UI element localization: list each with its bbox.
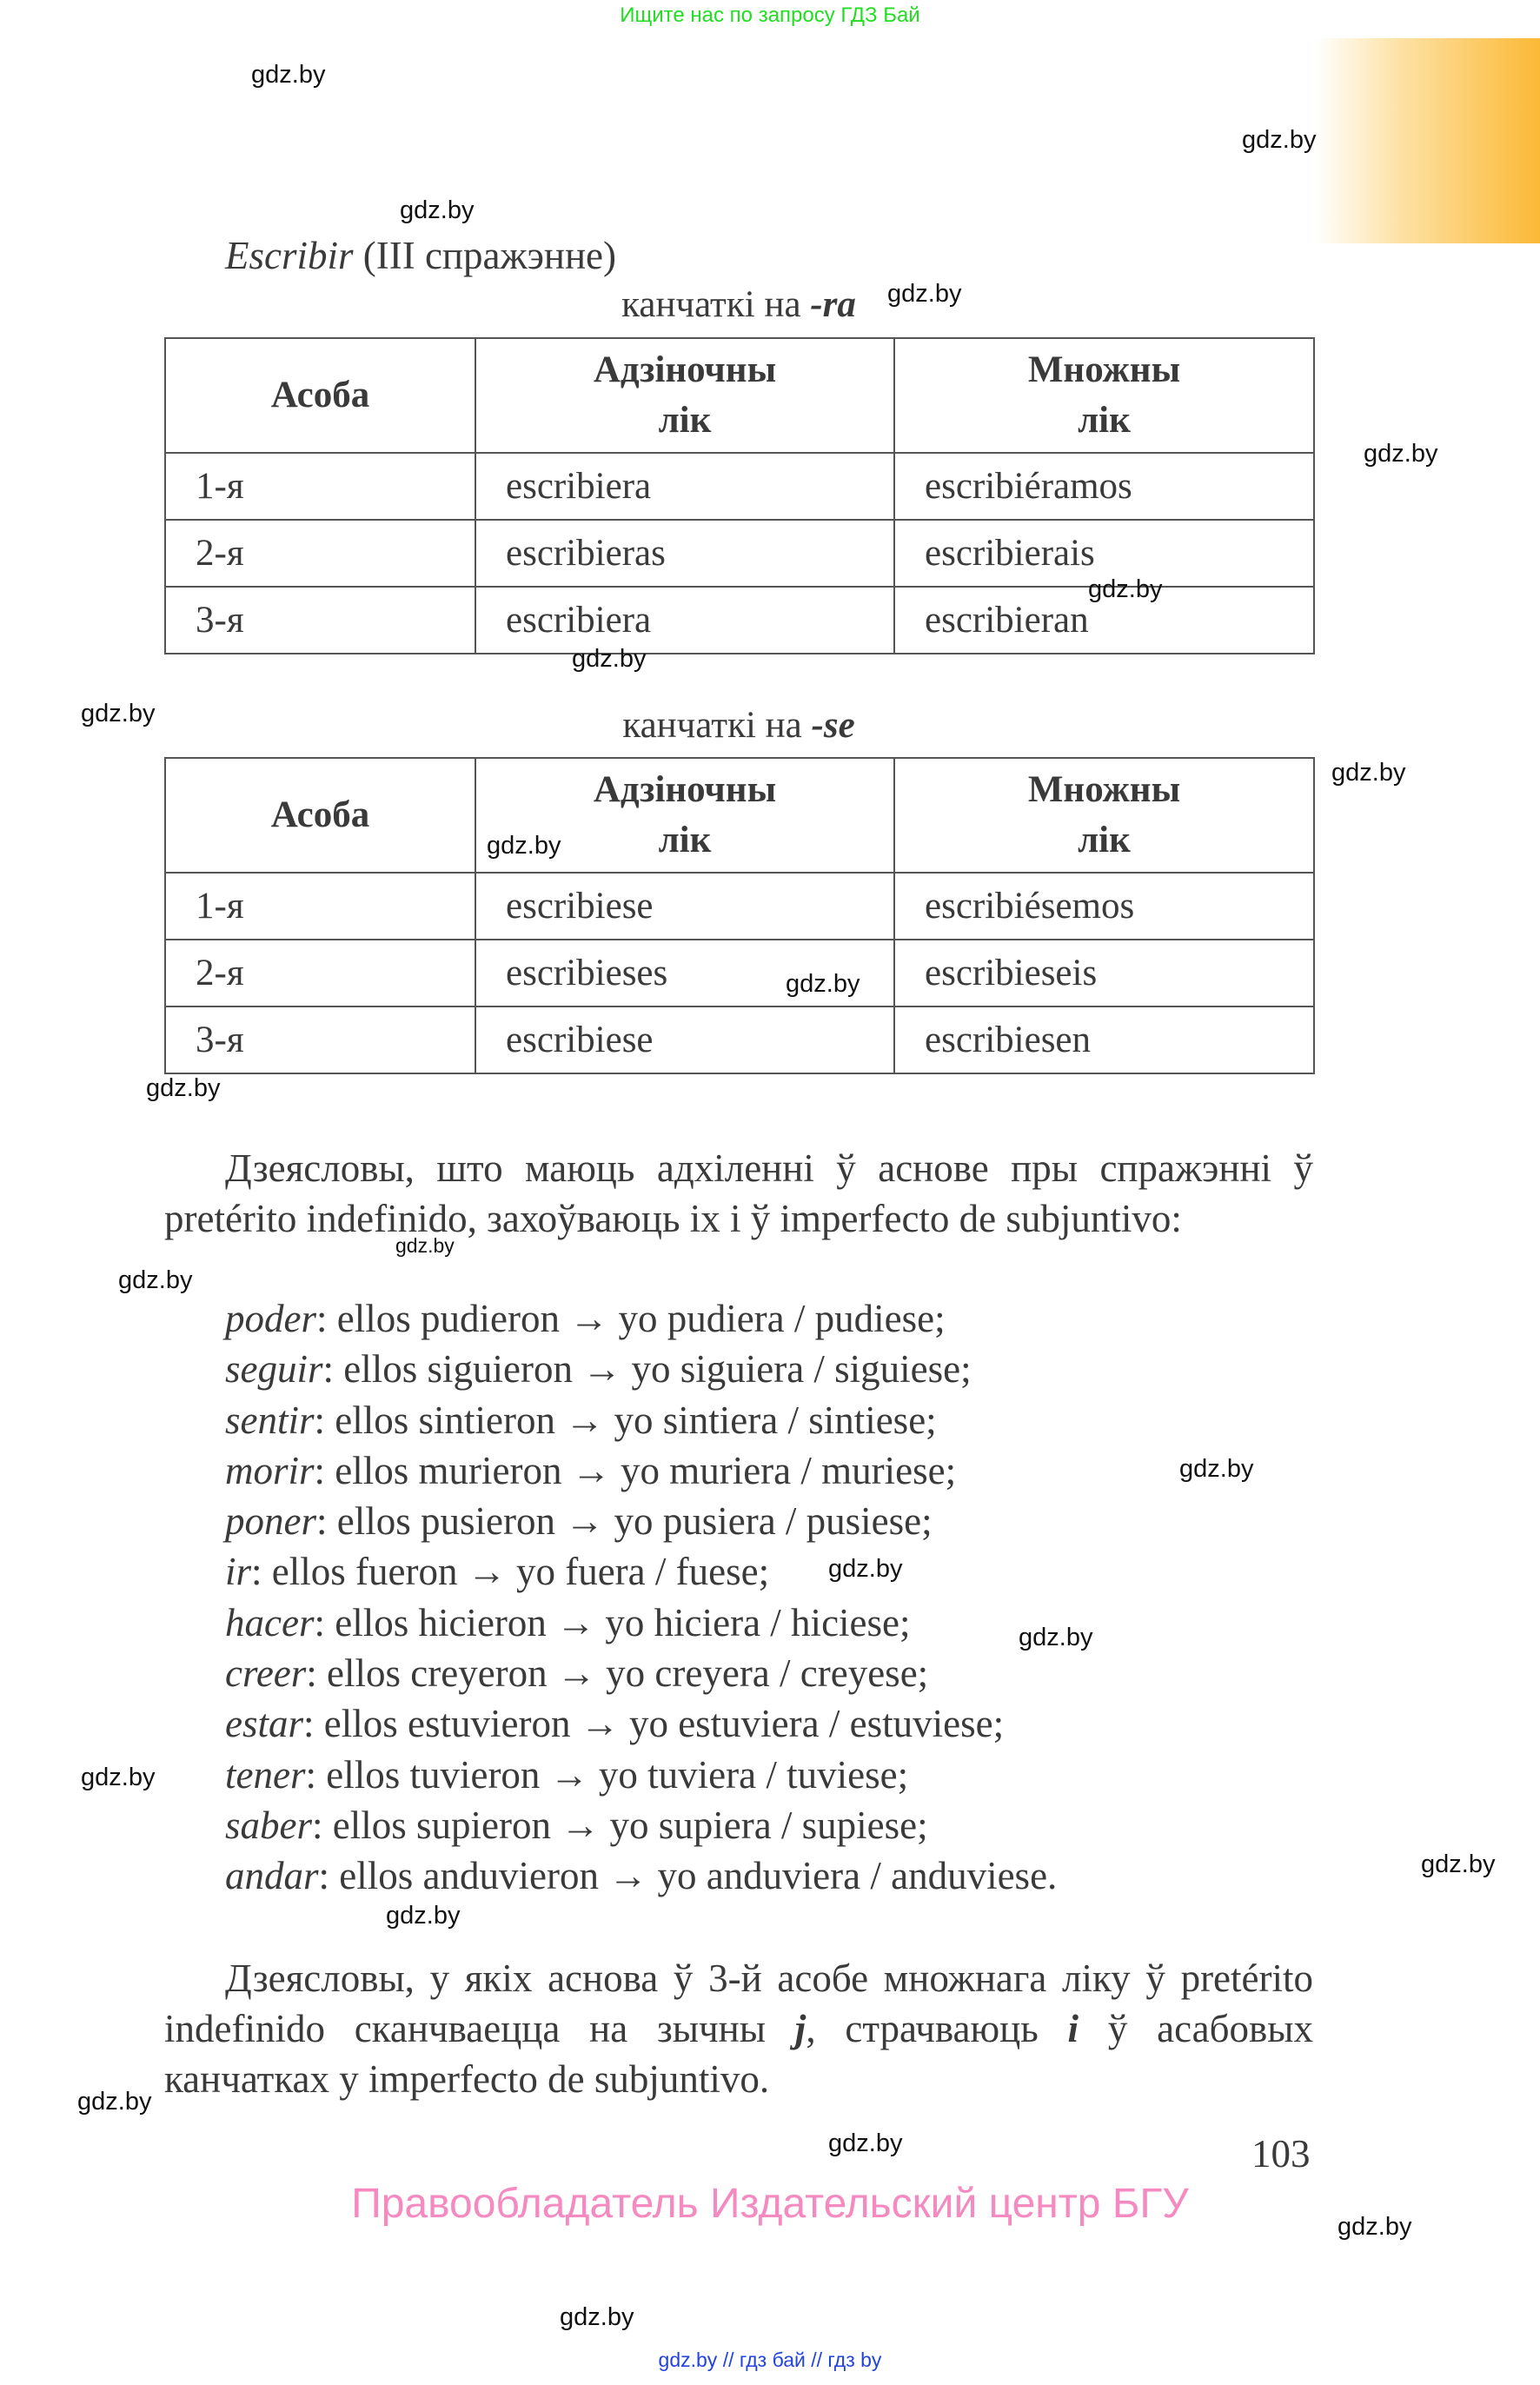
- caption-ending: -ra: [810, 284, 856, 325]
- cell-person: 2-я: [165, 520, 475, 587]
- example-verb: tener: [225, 1752, 306, 1797]
- table-row: [165, 1006, 1314, 1073]
- example-text: : ellos estuvieron → yo estuviera / estuviese;: [303, 1702, 1005, 1746]
- header-singular: Адзіночны лік: [475, 758, 894, 873]
- corner-decoration: [1315, 38, 1540, 243]
- cell-plural: escribiéramos: [894, 453, 1314, 520]
- example-item: [225, 1293, 1057, 1344]
- header-person: Асоба: [165, 338, 475, 453]
- paragraph-irregular-stems: [164, 1143, 1313, 1244]
- letter-i: i: [1067, 2007, 1079, 2050]
- watermark: gdz.by: [1088, 575, 1163, 603]
- watermark: gdz.by: [400, 196, 475, 224]
- watermark: gdz.by: [1179, 1455, 1254, 1483]
- watermark: gdz.by: [1242, 126, 1317, 154]
- search-hint-banner[interactable]: Ищите нас по запросу ГДЗ Бай: [620, 3, 920, 27]
- example-text: : ellos murieron → yo muriera / muriese;: [314, 1448, 957, 1492]
- cell-person: 1-я: [165, 453, 475, 520]
- watermark: gdz.by: [81, 1764, 156, 1791]
- paragraph-text: Дзеясловы, што маюць адхіленні ў аснове пры спражэнні ў pretérito indefinido, захоўваюць іх і ў imperfecto de subjuntivo:: [164, 1146, 1313, 1240]
- watermark: gdz.by: [1019, 1624, 1093, 1651]
- cell-plural: escribieran: [894, 587, 1314, 654]
- caption-ending: -se: [811, 705, 855, 746]
- example-item: [225, 1598, 1057, 1648]
- example-text: : ellos fueron → yo fuera / fuese;: [251, 1550, 770, 1594]
- watermark: gdz.by: [146, 1074, 221, 1102]
- table-row: [165, 453, 1314, 520]
- example-item: [225, 1546, 1057, 1597]
- watermark: gdz.by: [1331, 759, 1406, 787]
- example-text: : ellos pudieron → yo pudiera / pudiese;: [316, 1297, 946, 1340]
- watermark: gdz.by: [386, 1902, 461, 1930]
- watermark: gdz.by: [1338, 2213, 1412, 2241]
- cell-singular: escribiese: [475, 873, 894, 940]
- example-text: : ellos siguieron → yo siguiera / siguiese;: [322, 1347, 972, 1392]
- header-plural: Множны лік: [894, 338, 1314, 453]
- caption-text: канчаткі на: [621, 284, 811, 325]
- cell-person: 3-я: [165, 587, 475, 654]
- example-item: [225, 1698, 1057, 1749]
- example-verb: saber: [225, 1803, 312, 1847]
- copyright-notice: Правообладатель Издательский центр БГУ: [351, 2181, 1189, 2227]
- example-verb: sentir: [225, 1398, 315, 1442]
- title-verb: Escribir: [225, 234, 354, 277]
- example-text: : ellos tuvieron → yo tuviera / tuviese;: [305, 1752, 909, 1797]
- watermark: gdz.by: [81, 700, 156, 727]
- example-text: : ellos creyeron → yo creyera / creyese;: [306, 1651, 929, 1696]
- example-verb: morir: [225, 1448, 315, 1492]
- example-item: [225, 1750, 1057, 1800]
- example-verb: andar: [225, 1854, 319, 1898]
- example-text: : ellos anduvieron → yo anduviera / anduviese.: [318, 1854, 1058, 1898]
- table-header-row: [165, 758, 1314, 873]
- cell-plural: escribierais: [894, 520, 1314, 587]
- example-item: [225, 1344, 1057, 1394]
- title-rest: (III спражэнне): [353, 234, 617, 277]
- watermark: gdz.by: [560, 2303, 634, 2331]
- paragraph-text: ў асабовых канчатках у imperfecto de subjuntivo.: [164, 2007, 1314, 2101]
- example-item: [225, 1395, 1057, 1445]
- example-verb: poder: [225, 1297, 316, 1340]
- example-item: [225, 1648, 1057, 1698]
- example-item: [225, 1445, 1057, 1496]
- example-verb: estar: [225, 1702, 303, 1746]
- header-person: Асоба: [165, 758, 475, 873]
- watermark: gdz.by: [828, 1555, 903, 1583]
- example-verb: ir: [225, 1550, 252, 1594]
- cell-person: 2-я: [165, 940, 475, 1006]
- watermark: gdz.by: [1364, 440, 1438, 468]
- paragraph-text: , страчваюць: [806, 2007, 1068, 2050]
- watermark: gdz.by: [118, 1266, 193, 1294]
- page-number: 103: [1251, 2132, 1311, 2176]
- example-item: [225, 1800, 1057, 1850]
- header-singular: Адзіночны лік: [475, 338, 894, 453]
- example-verb: hacer: [225, 1600, 315, 1644]
- watermark: gdz.by: [487, 832, 561, 860]
- cell-person: 3-я: [165, 1006, 475, 1073]
- watermark: gdz.by: [828, 2129, 903, 2157]
- watermark: gdz.by: [395, 1234, 455, 1257]
- conjugation-table-se: [164, 757, 1315, 1074]
- header-plural: Множны лік: [894, 758, 1314, 873]
- table-se-caption: [164, 704, 1313, 747]
- caption-text: канчаткі на: [622, 705, 812, 746]
- watermark: gdz.by: [572, 645, 647, 673]
- table-row: [165, 940, 1314, 1006]
- example-verb: creer: [225, 1651, 307, 1696]
- cell-singular: escribiera: [475, 453, 894, 520]
- watermark: gdz.by: [786, 970, 860, 998]
- cell-plural: escribiesen: [894, 1006, 1314, 1073]
- cell-singular: escribieras: [475, 520, 894, 587]
- watermark: gdz.by: [77, 2088, 152, 2116]
- table-row: [165, 873, 1314, 940]
- example-verb: seguir: [225, 1347, 323, 1392]
- example-text: : ellos pusieron → yo pusiera / pusiese;: [316, 1499, 933, 1544]
- section-title: [225, 233, 616, 278]
- cell-singular: escribiera: [475, 587, 894, 654]
- cell-plural: escribieseis: [894, 940, 1314, 1006]
- example-text: : ellos hicieron → yo hiciera / hiciese;: [314, 1600, 911, 1644]
- examples-list: [225, 1293, 1057, 1902]
- example-item: [225, 1850, 1057, 1901]
- conjugation-table-ra: [164, 337, 1315, 654]
- cell-singular: escribieses: [475, 940, 894, 1006]
- example-item: [225, 1496, 1057, 1546]
- example-text: : ellos supieron → yo supiera / supiese;: [312, 1803, 928, 1847]
- watermark: gdz.by: [1421, 1850, 1496, 1878]
- cell-person: 1-я: [165, 873, 475, 940]
- example-verb: poner: [225, 1499, 316, 1544]
- table-header-row: [165, 338, 1314, 453]
- watermark: gdz.by: [887, 280, 962, 308]
- letter-j: j: [794, 2007, 807, 2050]
- paragraph-text: Дзеясловы, у якіх аснова ў 3-й асобе множнага ліку ў pretérito indefinido сканчваецца на зычны: [164, 1956, 1313, 2050]
- cell-plural: escribiésemos: [894, 873, 1314, 940]
- watermark: gdz.by: [251, 61, 326, 89]
- example-text: : ellos sintieron → yo sintiera / sintiese;: [314, 1398, 937, 1442]
- cell-singular: escribiese: [475, 1006, 894, 1073]
- table-ra-caption: [164, 283, 1313, 326]
- bottom-links[interactable]: gdz.by // гдз бай // гдз by: [658, 2348, 882, 2371]
- paragraph-j-stems: [164, 1953, 1313, 2104]
